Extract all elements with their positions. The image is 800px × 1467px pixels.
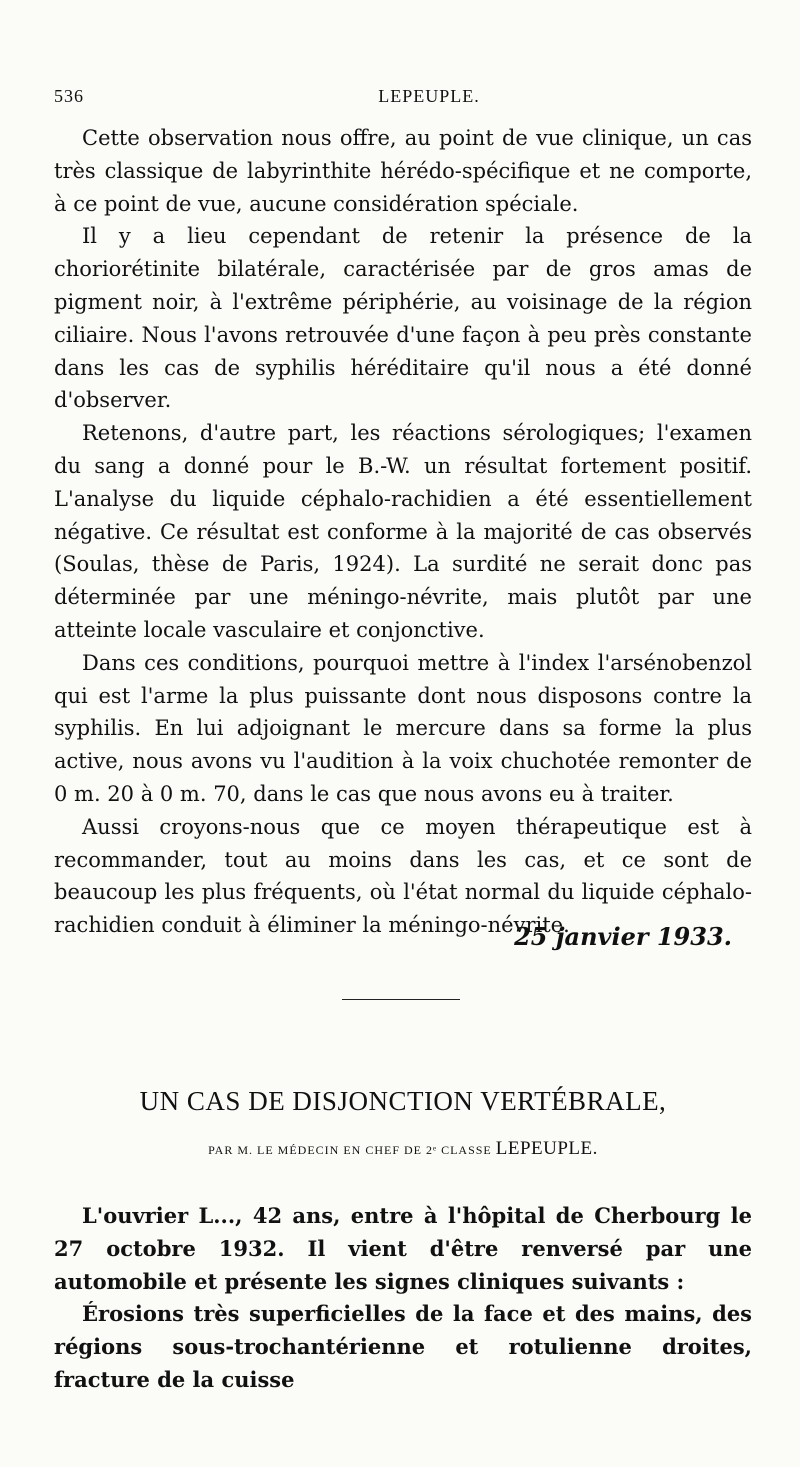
page-header: [54, 86, 744, 114]
paragraph: L'ouvrier L..., 42 ans, entre à l'hôpital de Cherbourg le 27 octobre 1932. Il vient d'être renversé par une automobile et présente les signes cliniques suivants :: [54, 1203, 752, 1294]
article-2-title: UN CAS DE DISJONCTION VERTÉBRALE,: [139, 1086, 667, 1116]
running-title: LEPEUPLE.: [378, 86, 480, 106]
article-date: 25 janvier 1933.: [514, 922, 732, 951]
paragraph: Dans ces conditions, pourquoi mettre à l'index l'arsénobenzol qui est l'arme la plus puissante dont nous disposons contre la syphilis. En lui adjoignant le mercure dans sa forme la plus active, nous avons vu l'audition à la voix chuchotée remonter de 0 m. 20 à 0 m. 70, dans le cas que nous avons eu à traiter.: [54, 650, 752, 806]
paragraph: Retenons, d'autre part, les réactions sérologiques; l'examen du sang a donné pour le B.-W. un résultat fortement positif. L'analyse du liquide céphalo-rachidien a été essentiellement négative. Ce résultat est conforme à la majorité de cas observés (Soulas, thèse de Paris, 1924). La surdité ne serait donc pas déterminée par une méningo-névrite, mais plutôt par une atteinte locale vasculaire et conjonctive.: [54, 421, 752, 642]
section-divider: [342, 999, 460, 1000]
byline-prefix: PAR M. LE MÉDECIN EN CHEF DE 2ᵉ CLASSE: [208, 1143, 492, 1157]
paragraph: Cette observation nous offre, au point de vue clinique, un cas très classique de labyrinthite hérédo-spécifique et ne comporte, à ce point de vue, aucune considération spéciale.: [54, 126, 752, 216]
paragraph: Aussi croyons-nous que ce moyen thérapeutique est à recommander, tout au moins dans les cas, et ce sont de beaucoup les plus fréquents, où l'état normal du liquide céphalo-rachidien conduit à éliminer la méningo-névrite.: [54, 814, 752, 938]
paragraph: Érosions très superficielles de la face et des mains, des régions sous-trochantérienne et rotulienne droites, fracture de la cuisse: [54, 1301, 752, 1392]
paragraph: Il y a lieu cependant de retenir la présence de la choriorétinite bilatérale, caractérisée par de gros amas de pigment noir, à l'extrême périphérie, au voisinage de la région ciliaire. Nous l'avons retrouvée d'une façon à peu près constante dans les cas de syphilis héréditaire qu'il nous a été donné d'observer.: [54, 224, 752, 413]
byline-author: LEPEUPLE.: [495, 1138, 598, 1159]
article-2-body: [54, 1200, 752, 1397]
page-number: 536: [54, 86, 84, 106]
article-1-body: [54, 122, 752, 942]
article-2-byline: [54, 1138, 752, 1161]
